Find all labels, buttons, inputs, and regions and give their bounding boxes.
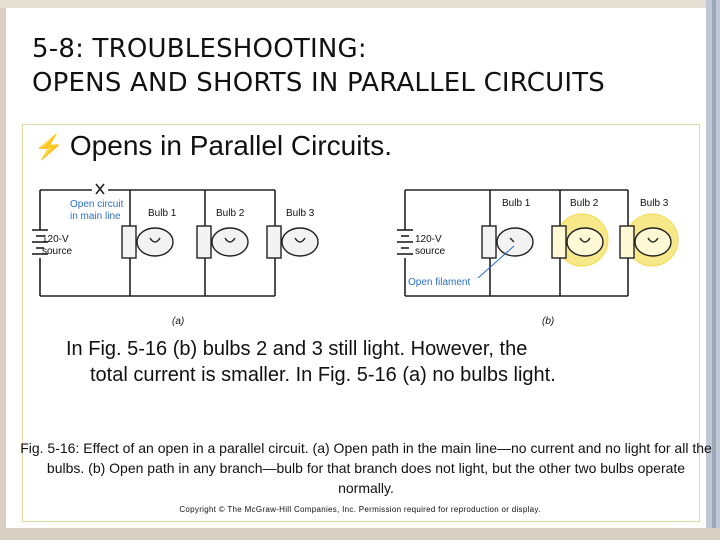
source-symbol-b <box>397 230 413 254</box>
open-filament-label: Open filament <box>408 277 471 288</box>
source-label-b-1: 120-V <box>415 234 442 245</box>
bulb-b2-label: Bulb 2 <box>570 198 599 209</box>
source-label-a-1: 120-V <box>42 234 69 245</box>
circuit-figure <box>20 172 710 332</box>
bulb-b3 <box>620 226 671 258</box>
bulb-b2 <box>552 226 603 258</box>
open-circuit-label-2: in main line <box>70 211 121 222</box>
panel-a-label: (a) <box>172 316 185 327</box>
frame-bottom-bar <box>0 528 720 540</box>
title-box <box>22 22 700 102</box>
body-line-1: In Fig. 5-16 (b) bulbs 2 and 3 still light. However, the <box>66 338 528 360</box>
bulb-a2 <box>197 226 248 258</box>
bulb-a3 <box>267 226 318 258</box>
body-line-2: total current is smaller. In Fig. 5-16 (a) no bulbs light. <box>90 364 556 386</box>
open-circuit-label-1: Open circuit <box>70 199 124 210</box>
decorative-bullet-icon: ⚡ <box>34 134 64 161</box>
bullet-heading <box>34 130 392 162</box>
bulb-b3-label: Bulb 3 <box>640 198 669 209</box>
page-title-line-1: 5-8: TROUBLESHOOTING: <box>32 34 367 64</box>
page-title-line-2: OPENS AND SHORTS IN PARALLEL CIRCUITS <box>32 68 606 98</box>
body-text <box>66 336 706 388</box>
figure-caption: Fig. 5-16: Effect of an open in a parallel circuit. (a) Open path in the main line—no current and no light for all the bulbs. (b) Open path in any branch—bulb for that branch does not light, but the other two bulbs operate normally. <box>20 440 712 496</box>
bulb-a1-label: Bulb 1 <box>148 208 177 219</box>
bulb-a2-label: Bulb 2 <box>216 208 245 219</box>
panel-b-label: (b) <box>542 316 555 327</box>
source-label-b-2: source <box>415 246 446 257</box>
frame-top-bar <box>0 0 720 8</box>
copyright-notice: Copyright © The McGraw-Hill Companies, Inc. Permission required for reproduction or display. <box>179 505 541 514</box>
open-x-mark <box>96 184 104 194</box>
bulb-a3-label: Bulb 3 <box>286 208 315 219</box>
bulb-a1 <box>122 226 173 258</box>
bullet-text: Opens in Parallel Circuits. <box>69 130 393 161</box>
frame-left-bar <box>0 0 6 540</box>
bulb-b1-label: Bulb 1 <box>502 198 531 209</box>
bulb-b1 <box>482 226 533 258</box>
source-label-a-2: source <box>42 246 73 257</box>
